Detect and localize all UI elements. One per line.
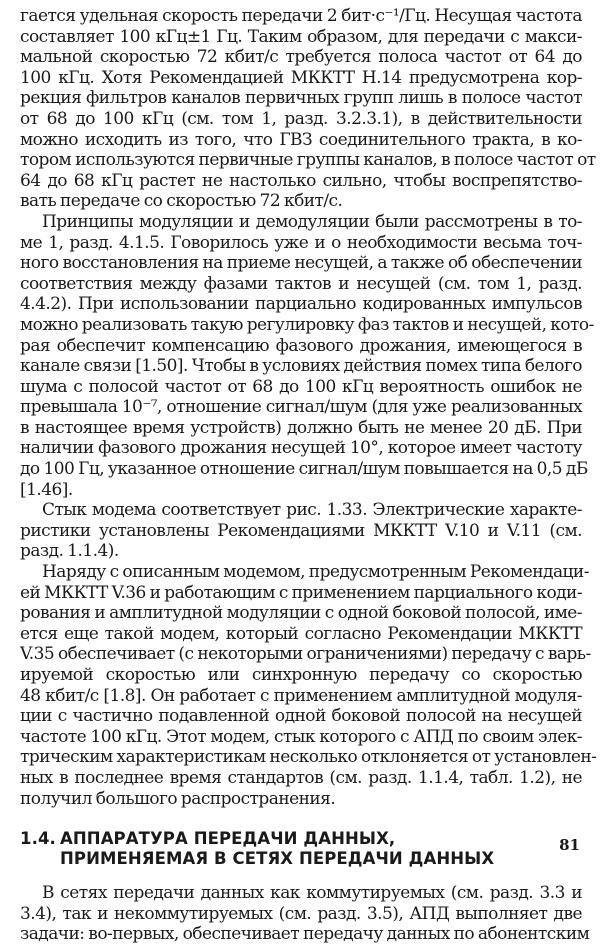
text-line: задачи: во-первых, обеспечивает передачу данных по абонентским — [20, 924, 590, 945]
paragraph-5 — [20, 883, 590, 945]
text-line: ных в последнее время стандартов (см. разд. 1.1.4, табл. 1.2), не — [20, 767, 582, 788]
text-line: Стык модема соответствует рис. 1.33. Электрические характе- — [42, 500, 582, 521]
text-line: 100 кГц. Хотя Рекомендацией МККТТ Н.14 предусмотрена кор- — [20, 67, 582, 88]
text-line: рекция фильтров каналов первичных групп лишь в полосе частот — [20, 88, 582, 109]
text-line: Принципы модуляции и демодуляции были рассмотрены в то- — [42, 211, 582, 232]
text-line: ции с частично подавленной одной боковой полосой на несущей — [20, 706, 582, 727]
text-line: наличии фазового дрожания несущей 10°, которое имеет частоту — [20, 438, 582, 459]
document-page — [20, 6, 597, 945]
text-line: соответствия между фазами тактов и несущей (см. том 1, разд. — [20, 273, 582, 294]
text-line: ме 1, разд. 4.1.5. Говорилось уже и о необходимости весьма точ- — [20, 232, 582, 253]
paragraph-4 — [20, 562, 597, 809]
text-line: рая обеспечит компенсацию фазового дрожания, имеющегося в — [20, 335, 582, 356]
text-line: ируемой скоростью или синхронную передачу со скоростью — [20, 665, 582, 685]
text-line: рования и амплитудной модуляции с одной боковой полосой, име- — [20, 603, 582, 624]
text-line: 48 кбит/с [1.8]. Он работает с применением амплитудной модуля- — [20, 685, 582, 706]
text-line: вать передаче со скоростью 72 кбит/с. — [20, 191, 343, 212]
text-line: до 100 Гц, указанное отношение сигнал/шум повышается на 0,5 дБ — [20, 459, 588, 480]
page-number: 81 — [559, 836, 580, 854]
text-line: гается удельная скорость передачи 2 бит·с⁻¹/Гц. Несущая частота — [20, 6, 582, 26]
text-line: получил большого распространения. — [20, 788, 336, 809]
text-line: 64 до 68 кГц растет не настолько сильно, чтобы воспрепятство- — [20, 170, 582, 191]
text-line: разд. 1.1.4). — [20, 541, 119, 562]
text-line: тором используются первичные группы каналов, в полосе частот от — [20, 150, 596, 171]
paragraph-2 — [20, 211, 594, 500]
paragraph-1 — [20, 6, 596, 212]
text-line: частоте 100 кГц. Этот модем, стык которого с АПД по своим элек- — [20, 726, 582, 747]
section-heading-line-1 — [20, 829, 582, 849]
text-line: ей МККТТ V.36 и работающим с применением парциального коди- — [20, 582, 583, 603]
section-title-part-1: АППАРАТУРА ПЕРЕДАЧИ ДАННЫХ, — [60, 829, 396, 849]
text-line: V.35 обеспечивает (с некоторыми ограничениями) передачу с варь- — [20, 644, 591, 665]
text-line: трическим характеристикам несколько отклоняется от установлен- — [20, 747, 597, 768]
text-line: 4.4.2). При использовании парциально кодированных импульсов — [20, 294, 582, 315]
text-line: 3.4), так и некоммутируемых (см. разд. 3.5), АПД выполняет две — [20, 903, 582, 924]
text-line: В сетях передачи данных как коммутируемых (см. разд. 3.3 и — [42, 883, 582, 904]
section-heading — [20, 829, 582, 869]
section-title-part-2: ПРИМЕНЯЕМАЯ В СЕТЯХ ПЕРЕДАЧИ ДАННЫХ — [60, 849, 495, 869]
text-line: ристики установлены Рекомендациями МККТТ V.10 и V.11 (см. — [20, 520, 582, 541]
text-line: канале связи [1.50]. Чтобы в условиях действия помех типа белого — [20, 356, 582, 377]
text-line: от 68 до 100 кГц (см. том 1, разд. 3.2.3.1), в действительности — [20, 108, 582, 129]
text-line: превышала 10⁻⁷, отношение сигнал/шум (для уже реализованных — [20, 397, 582, 418]
text-line: [1.46]. — [20, 479, 73, 500]
paragraph-3 — [20, 500, 582, 562]
text-line: мальной скоростью 72 кбит/с требуется полоса частот от 64 до — [20, 47, 582, 68]
section-number: 1.4. — [20, 829, 56, 849]
text-line: в настоящее время устройств) должно быть не менее 20 дБ. При — [20, 417, 582, 438]
text-line: ного восстановления на приеме несущей, а также об обеспечении — [20, 253, 582, 274]
text-line: составляет 100 кГц±1 Гц. Таким образом, для передачи с макси- — [20, 26, 582, 47]
text-line: Наряду с описанным модемом, предусмотренным Рекомендаци- — [42, 562, 589, 583]
text-line: шума с полосой частот от 68 до 100 кГц вероятность ошибок не — [20, 376, 582, 397]
text-line: ется еще такой модем, который согласно Рекомендации МККТТ — [20, 623, 582, 644]
text-line: можно реализовать такую регулировку фаз тактов и несущей, кото- — [20, 314, 594, 335]
text-line: можно исходить из того, что ГВЗ соединительного тракта, в ко- — [20, 129, 582, 150]
